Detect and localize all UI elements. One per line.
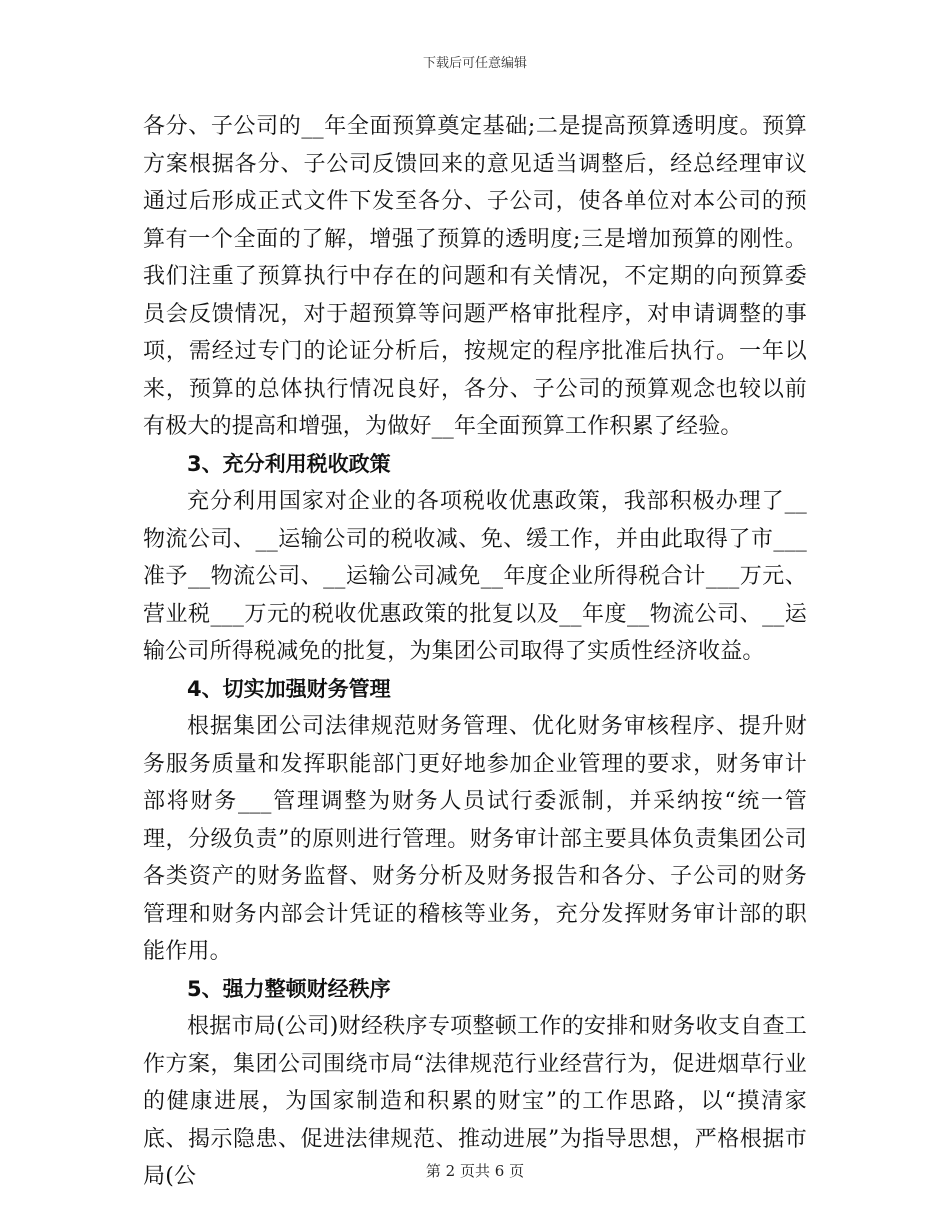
section-heading-tax-policy: 3、充分利用税收政策 — [187, 451, 391, 476]
section-heading-financial-management: 4、切实加强财务管理 — [187, 676, 391, 701]
document-body — [143, 108, 807, 1196]
paragraph-tax-policy: 充分利用国家对企业的各项税收优惠政策，我部积极办理了__物流公司、__运输公司的税收减、免、缓工作，并由此取得了市___准予__物流公司、__运输公司减免__年度企业所得税合计___万元、营业税___万元的税收优惠政策的批复以及__年度__物流公司、__运输公司所得税减免的批复，为集团公司取得了实质性经济收益。 — [143, 489, 807, 664]
section-heading-financial-order: 5、强力整顿财经秩序 — [187, 976, 391, 1001]
paragraph-financial-order: 根据市局(公司)财经秩序专项整顿工作的安排和财务收支自查工作方案，集团公司围绕市局“法律规范行业经营行为，促进烟草行业的健康进展，为国家制造和积累的财宝”的工作思路，以“摸清家底、揭示隐患、促进法律规范、推动进展”为指导思想，严格根据市局(公 — [143, 1014, 807, 1189]
page-footer: 第 2 页共 6 页 — [425, 1162, 525, 1180]
page-header: 下载后可任意编辑 — [422, 56, 527, 71]
paragraph-budget: 各分、子公司的__年全面预算奠定基础;二是提高预算透明度。预算方案根据各分、子公司反馈回来的意见适当调整后，经总经理审议通过后形成正式文件下发至各分、子公司，使各单位对本公司的预算有一个全面的了解，增强了预算的透明度;三是增加预算的刚性。我们注重了预算执行中存在的问题和有关情况，不定期的向预算委员会反馈情况，对于超预算等问题严格审批程序，对申请调整的事项，需经过专门的论证分析后，按规定的程序批准后执行。一年以来，预算的总体执行情况良好，各分、子公司的预算观念也较以前有极大的提高和增强，为做好__年全面预算工作积累了经验。 — [143, 114, 807, 439]
paragraph-financial-management: 根据集团公司法律规范财务管理、优化财务审核程序、提升财务服务质量和发挥职能部门更好地参加企业管理的要求，财务审计部将财务___管理调整为财务人员试行委派制，并采纳按“统一管理，分级负责”的原则进行管理。财务审计部主要具体负责集团公司各类资产的财务监督、财务分析及财务报告和各分、子公司的财务管理和财务内部会计凭证的稽核等业务，充分发挥财务审计部的职能作用。 — [143, 714, 807, 964]
